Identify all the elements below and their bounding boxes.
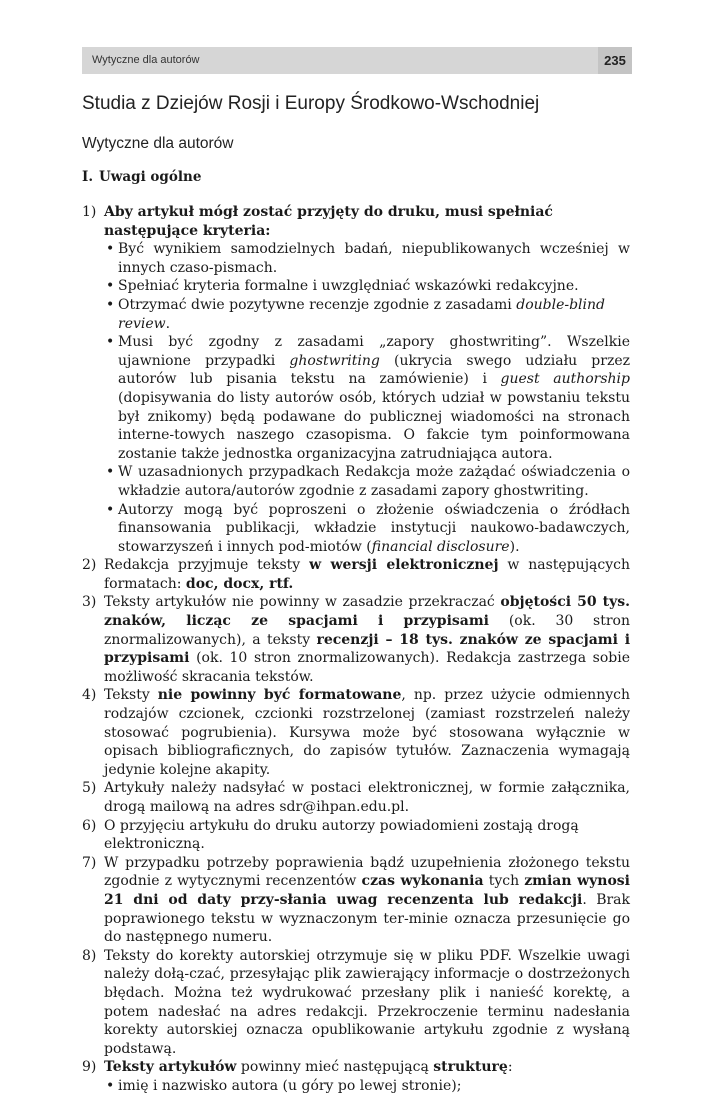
bullet-item: • Musi być zgodny z zasadami „zapory ghostwriting”. Wszelkie ujawnione przypadki ghostwriting (ukrycia swego udziału przez autorów lub pisania tekstu na zamówienie) i guest authorship (dopisywania do listy autorów osób, których udział w powstaniu tekstu był znikomy) będą podawane do publicznej wiadomości na stronach interne-towych naszego czasopisma. O fakcie tym poinformowana zostanie także jednostka organizacyjna zatrudniająca autora.	[104, 333, 630, 463]
page-number: 235	[598, 47, 632, 74]
chapter-number: I.	[82, 169, 94, 185]
journal-title: Studia z Dziejów Rosji i Europy Środkowo-Wschodniej	[82, 93, 540, 114]
item-lead: Aby artykuł mógł zostać przyjęty do druku, musi spełniać następujące kryteria:	[104, 204, 553, 239]
item-lead: Teksty artykułów powinny mieć następującą strukturę:	[104, 1059, 513, 1076]
guidelines-list	[82, 203, 630, 1096]
list-item-6: 6) O przyjęciu artykułu do druku autorzy powiadomieni zostają drogą elektroniczną.	[82, 817, 579, 853]
list-item-8: 8) Teksty do korekty autorskiej otrzymuje się w pliku PDF. Wszelkie uwagi należy dołą-czać, przesyłając plik zawierający informacje o dostrzeżonych błędach. Można też wydrukować przesłany plik i nanieść korektę, a potem nadesłać na adres redakcji. Przekroczenie terminu nadesłania korekty autorskiej oznacza opublikowanie artykułu zgodnie z wysłaną podstawą.	[82, 947, 630, 1057]
chapter-title: Uwagi ogólne	[99, 169, 202, 185]
item-number: 5)	[82, 780, 97, 797]
list-item-9	[82, 1058, 630, 1095]
structure-bullets	[104, 1077, 630, 1096]
list-item-4: 4) Teksty nie powinny być formatowane, np. przez użycie odmiennych rodzajów czcionek, czcionki rozstrzelonej (zamiast rozstrzeleń należy stosować pogrubienia). Kursywa może być stosowana wyłącznie w opisach bibliograficznych, do zapisów tytułów. Zaznaczenia wymagają jedynie kolejne akapity.	[82, 687, 630, 778]
item-number: 8)	[82, 947, 97, 964]
bullet-item: • Być wynikiem samodzielnych badań, niepublikowanych wcześniej w innych czaso-pismach.	[104, 240, 630, 277]
item-number: 3)	[82, 594, 97, 611]
running-title: Wytyczne dla autorów	[92, 54, 200, 66]
list-item-2: 2) Redakcja przyjmuje teksty w wersji elektronicznej w następujących formatach: doc, docx, rtf.	[82, 557, 630, 592]
chapter-heading	[82, 169, 201, 185]
bullet-item: • W uzasadnionych przypadkach Redakcja może zażądać oświadczenia o wkładzie autora/autorów zgodnie z zasadami zapory ghostwriting.	[104, 463, 630, 500]
list-item-1	[82, 203, 630, 556]
item-number: 2)	[82, 557, 97, 574]
item-number: 1)	[82, 204, 97, 220]
item-number: 6)	[82, 817, 97, 834]
list-item-7: 7) W przypadku potrzeby poprawienia bądź uzupełnienia złożonego tekstu zgodnie z wytycznymi recenzentów czas wykonania tych zmian wynosi 21 dni od daty przy-słania uwag recenzenta lub redakcji. Brak poprawionego tekstu w wyznaczonym ter-minie oznacza przesunięcie go do następnego numeru.	[82, 854, 631, 946]
bullet-item: • Otrzymać dwie pozytywne recenzje zgodnie z zasadami double-blind review.	[104, 296, 630, 333]
section-title: Wytyczne dla autorów	[82, 135, 234, 152]
list-item-3: 3) Teksty artykułów nie powinny w zasadzie przekraczać objętości 50 tys. znaków, licząc ze spacjami i przypisami (ok. 30 stron znormalizowanych), a teksty recenzji – 18 tys. znaków ze spacjami i przypisami (ok. 10 stron znormalizowanych). Redakcja zastrzega sobie możliwość skracania tekstów.	[82, 594, 631, 685]
list-item-5: 5) Artykuły należy nadsyłać w postaci elektronicznej, w formie załącznika, drogą mailową na adres sdr@ihpan.edu.pl.	[82, 780, 630, 815]
bullet-item: • imię i nazwisko autora (u góry po lewej stronie);	[104, 1077, 630, 1096]
bullet-item: • Spełniać kryteria formalne i uwzględniać wskazówki redakcyjne.	[104, 277, 630, 296]
item-number: 4)	[82, 687, 97, 704]
criteria-bullets	[104, 240, 630, 556]
running-header	[82, 47, 632, 74]
item-number: 7)	[82, 854, 97, 871]
item-number: 9)	[82, 1059, 97, 1076]
bullet-item: • Autorzy mogą być poproszeni o złożenie oświadczenia o źródłach finansowania publikacji, wkładzie instytucji naukowo-badawczych, stowarzyszeń i innych pod-miotów (financial disclosure).	[104, 501, 630, 557]
